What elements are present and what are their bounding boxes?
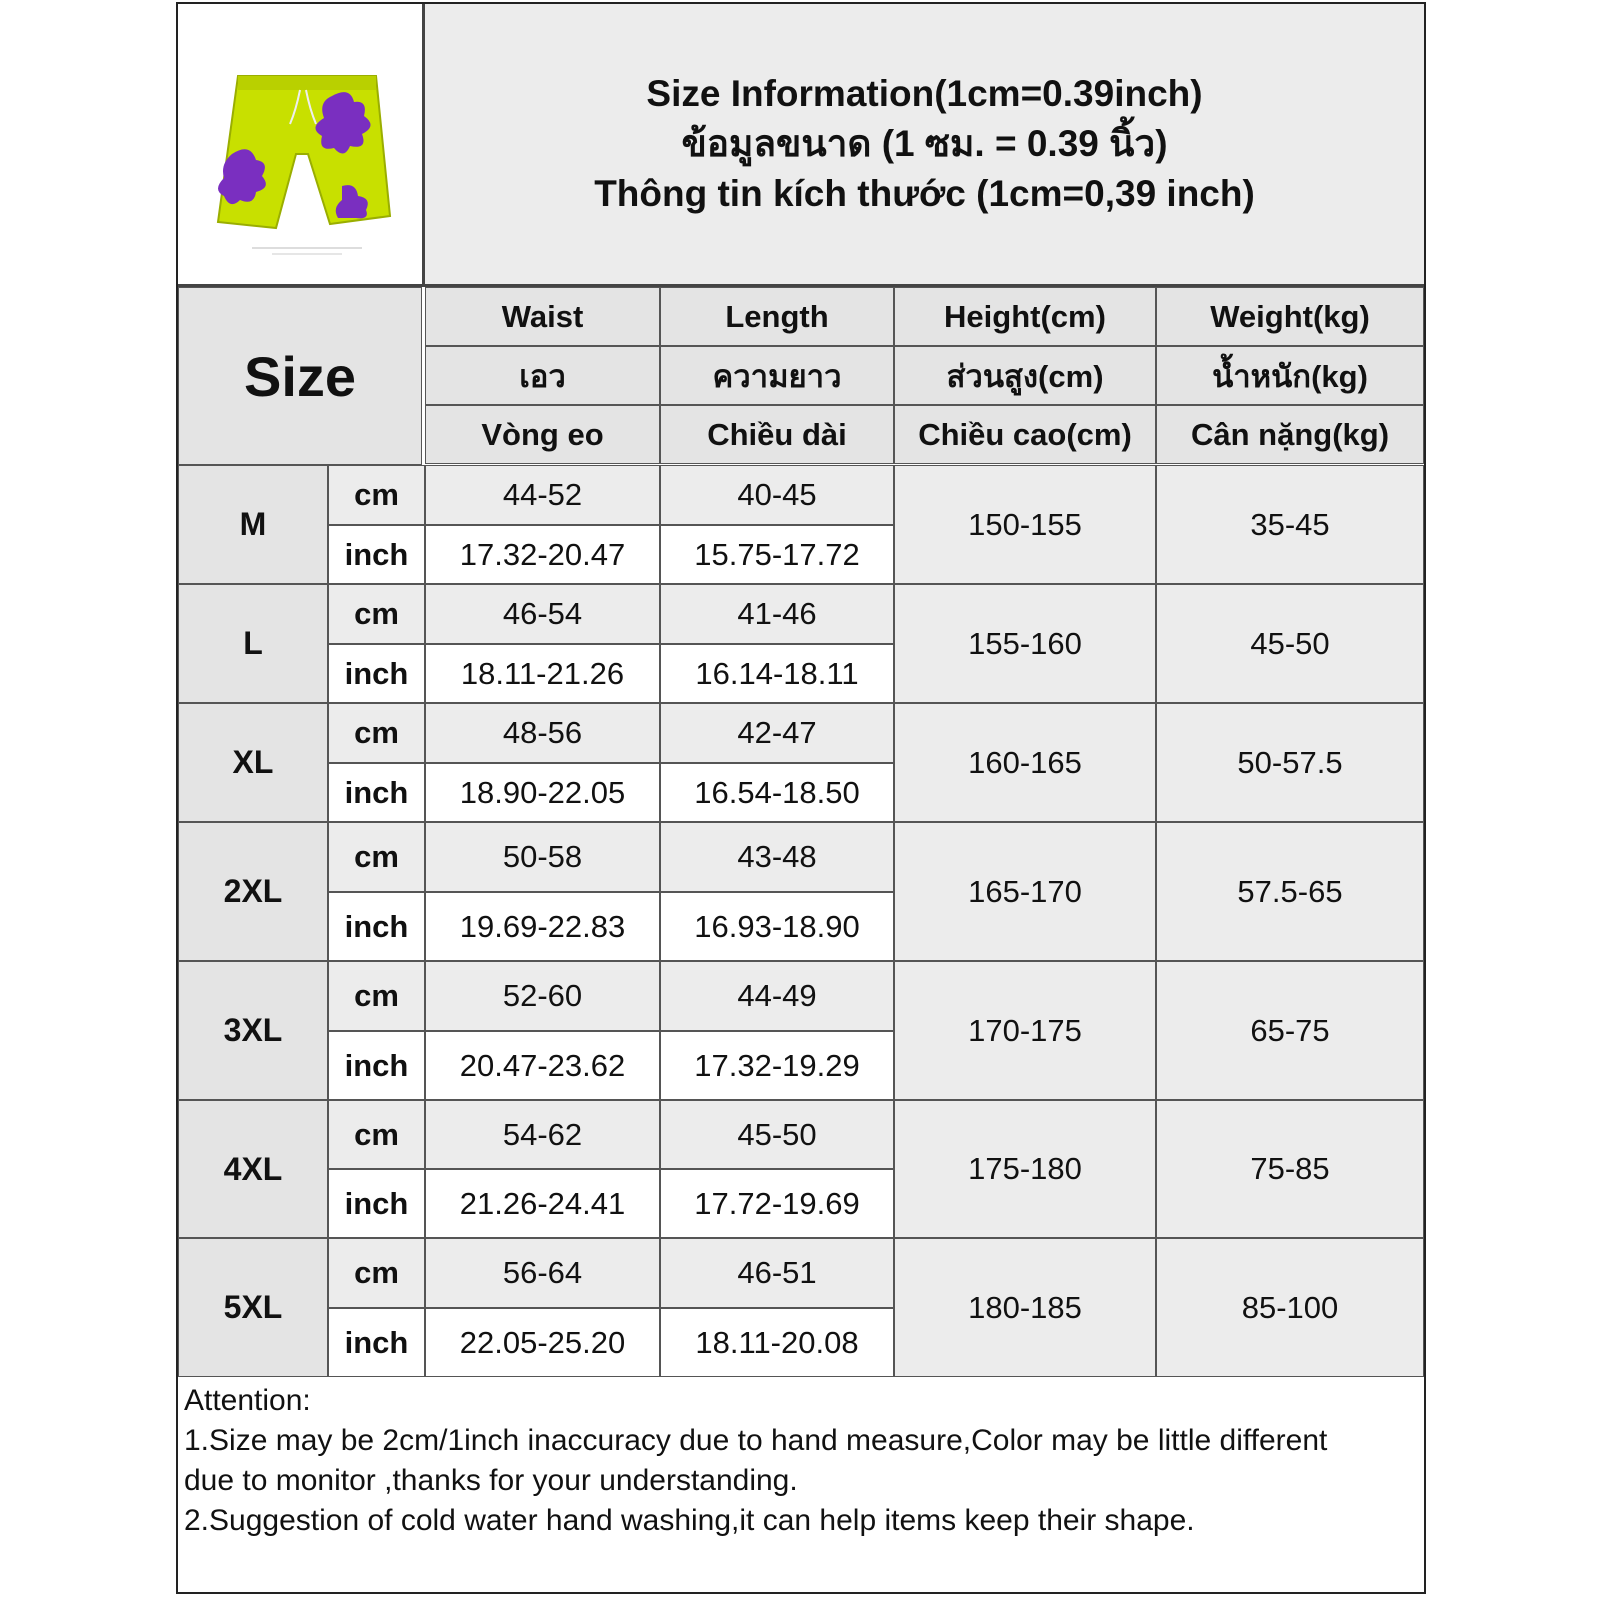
unit-inch: inch xyxy=(328,1169,425,1238)
size-name: 4XL xyxy=(178,1100,328,1238)
attention-notes xyxy=(178,1377,1424,1545)
unit-cm: cm xyxy=(328,1238,425,1308)
notes-heading: Attention: xyxy=(184,1384,311,1417)
title-vi: Thông tin kích thước (1cm=0,39 inch) xyxy=(594,173,1255,214)
column-header-th: ส่วนสูง(cm) xyxy=(894,346,1156,405)
title-en: Size Information(1cm=0.39inch) xyxy=(646,73,1203,114)
column-header-en: Waist xyxy=(425,287,660,346)
page-title xyxy=(425,4,1424,284)
height-range: 150-155 xyxy=(894,465,1156,584)
unit-inch: inch xyxy=(328,892,425,961)
unit-inch: inch xyxy=(328,1031,425,1100)
column-header-vi: Chiều cao(cm) xyxy=(894,405,1156,464)
weight-range: 85-100 xyxy=(1156,1238,1424,1377)
length-inch: 17.32-19.29 xyxy=(660,1031,894,1100)
size-name: 2XL xyxy=(178,822,328,961)
height-range: 170-175 xyxy=(894,961,1156,1100)
length-cm: 45-50 xyxy=(660,1100,894,1169)
notes-line-1: 1.Size may be 2cm/1inch inaccuracy due to hand measure,Color may be little different xyxy=(184,1424,1328,1457)
size-name: M xyxy=(178,465,328,584)
height-range: 160-165 xyxy=(894,703,1156,822)
length-inch: 17.72-19.69 xyxy=(660,1169,894,1238)
length-cm: 44-49 xyxy=(660,961,894,1031)
unit-cm: cm xyxy=(328,584,425,644)
unit-cm: cm xyxy=(328,703,425,763)
column-header-th: น้ำหนัก(kg) xyxy=(1156,346,1424,405)
notes-line-2: due to monitor ,thanks for your understanding. xyxy=(184,1464,798,1497)
waist-inch: 17.32-20.47 xyxy=(425,525,660,584)
length-cm: 40-45 xyxy=(660,465,894,525)
length-cm: 41-46 xyxy=(660,584,894,644)
waist-inch: 18.11-21.26 xyxy=(425,644,660,703)
waist-inch: 19.69-22.83 xyxy=(425,892,660,961)
size-chart xyxy=(176,2,1426,1594)
unit-cm: cm xyxy=(328,961,425,1031)
size-name: XL xyxy=(178,703,328,822)
size-name: 5XL xyxy=(178,1238,328,1377)
size-header: Size xyxy=(178,287,422,465)
size-name: L xyxy=(178,584,328,703)
height-range: 180-185 xyxy=(894,1238,1156,1377)
unit-cm: cm xyxy=(328,822,425,892)
waist-cm: 52-60 xyxy=(425,961,660,1031)
column-header-th: เอว xyxy=(425,346,660,405)
length-cm: 46-51 xyxy=(660,1238,894,1308)
weight-range: 75-85 xyxy=(1156,1100,1424,1238)
unit-inch: inch xyxy=(328,763,425,822)
waist-inch: 21.26-24.41 xyxy=(425,1169,660,1238)
weight-range: 35-45 xyxy=(1156,465,1424,584)
waist-inch: 22.05-25.20 xyxy=(425,1308,660,1377)
column-header-en: Height(cm) xyxy=(894,287,1156,346)
weight-range: 45-50 xyxy=(1156,584,1424,703)
weight-range: 65-75 xyxy=(1156,961,1424,1100)
length-cm: 42-47 xyxy=(660,703,894,763)
waist-cm: 50-58 xyxy=(425,822,660,892)
column-header-en: Length xyxy=(660,287,894,346)
column-header-en: Weight(kg) xyxy=(1156,287,1424,346)
swim-shorts-icon xyxy=(192,36,412,266)
waist-inch: 18.90-22.05 xyxy=(425,763,660,822)
length-inch: 15.75-17.72 xyxy=(660,525,894,584)
length-inch: 16.93-18.90 xyxy=(660,892,894,961)
length-inch: 18.11-20.08 xyxy=(660,1308,894,1377)
product-image xyxy=(182,18,422,284)
height-range: 155-160 xyxy=(894,584,1156,703)
waist-cm: 48-56 xyxy=(425,703,660,763)
column-header-th: ความยาว xyxy=(660,346,894,405)
unit-inch: inch xyxy=(328,525,425,584)
title-th: ข้อมูลขนาด (1 ซม. = 0.39 นิ้ว) xyxy=(681,123,1168,164)
column-header-vi: Vòng eo xyxy=(425,405,660,464)
column-header-vi: Chiều dài xyxy=(660,405,894,464)
unit-cm: cm xyxy=(328,465,425,525)
waist-cm: 56-64 xyxy=(425,1238,660,1308)
length-inch: 16.14-18.11 xyxy=(660,644,894,703)
column-header-vi: Cân nặng(kg) xyxy=(1156,405,1424,464)
unit-inch: inch xyxy=(328,1308,425,1377)
unit-inch: inch xyxy=(328,644,425,703)
waist-cm: 54-62 xyxy=(425,1100,660,1169)
weight-range: 57.5-65 xyxy=(1156,822,1424,961)
waist-cm: 46-54 xyxy=(425,584,660,644)
height-range: 165-170 xyxy=(894,822,1156,961)
waist-inch: 20.47-23.62 xyxy=(425,1031,660,1100)
length-cm: 43-48 xyxy=(660,822,894,892)
size-name: 3XL xyxy=(178,961,328,1100)
notes-line-3: 2.Suggestion of cold water hand washing,it can help items keep their shape. xyxy=(184,1504,1195,1537)
unit-cm: cm xyxy=(328,1100,425,1169)
waist-cm: 44-52 xyxy=(425,465,660,525)
weight-range: 50-57.5 xyxy=(1156,703,1424,822)
height-range: 175-180 xyxy=(894,1100,1156,1238)
length-inch: 16.54-18.50 xyxy=(660,763,894,822)
